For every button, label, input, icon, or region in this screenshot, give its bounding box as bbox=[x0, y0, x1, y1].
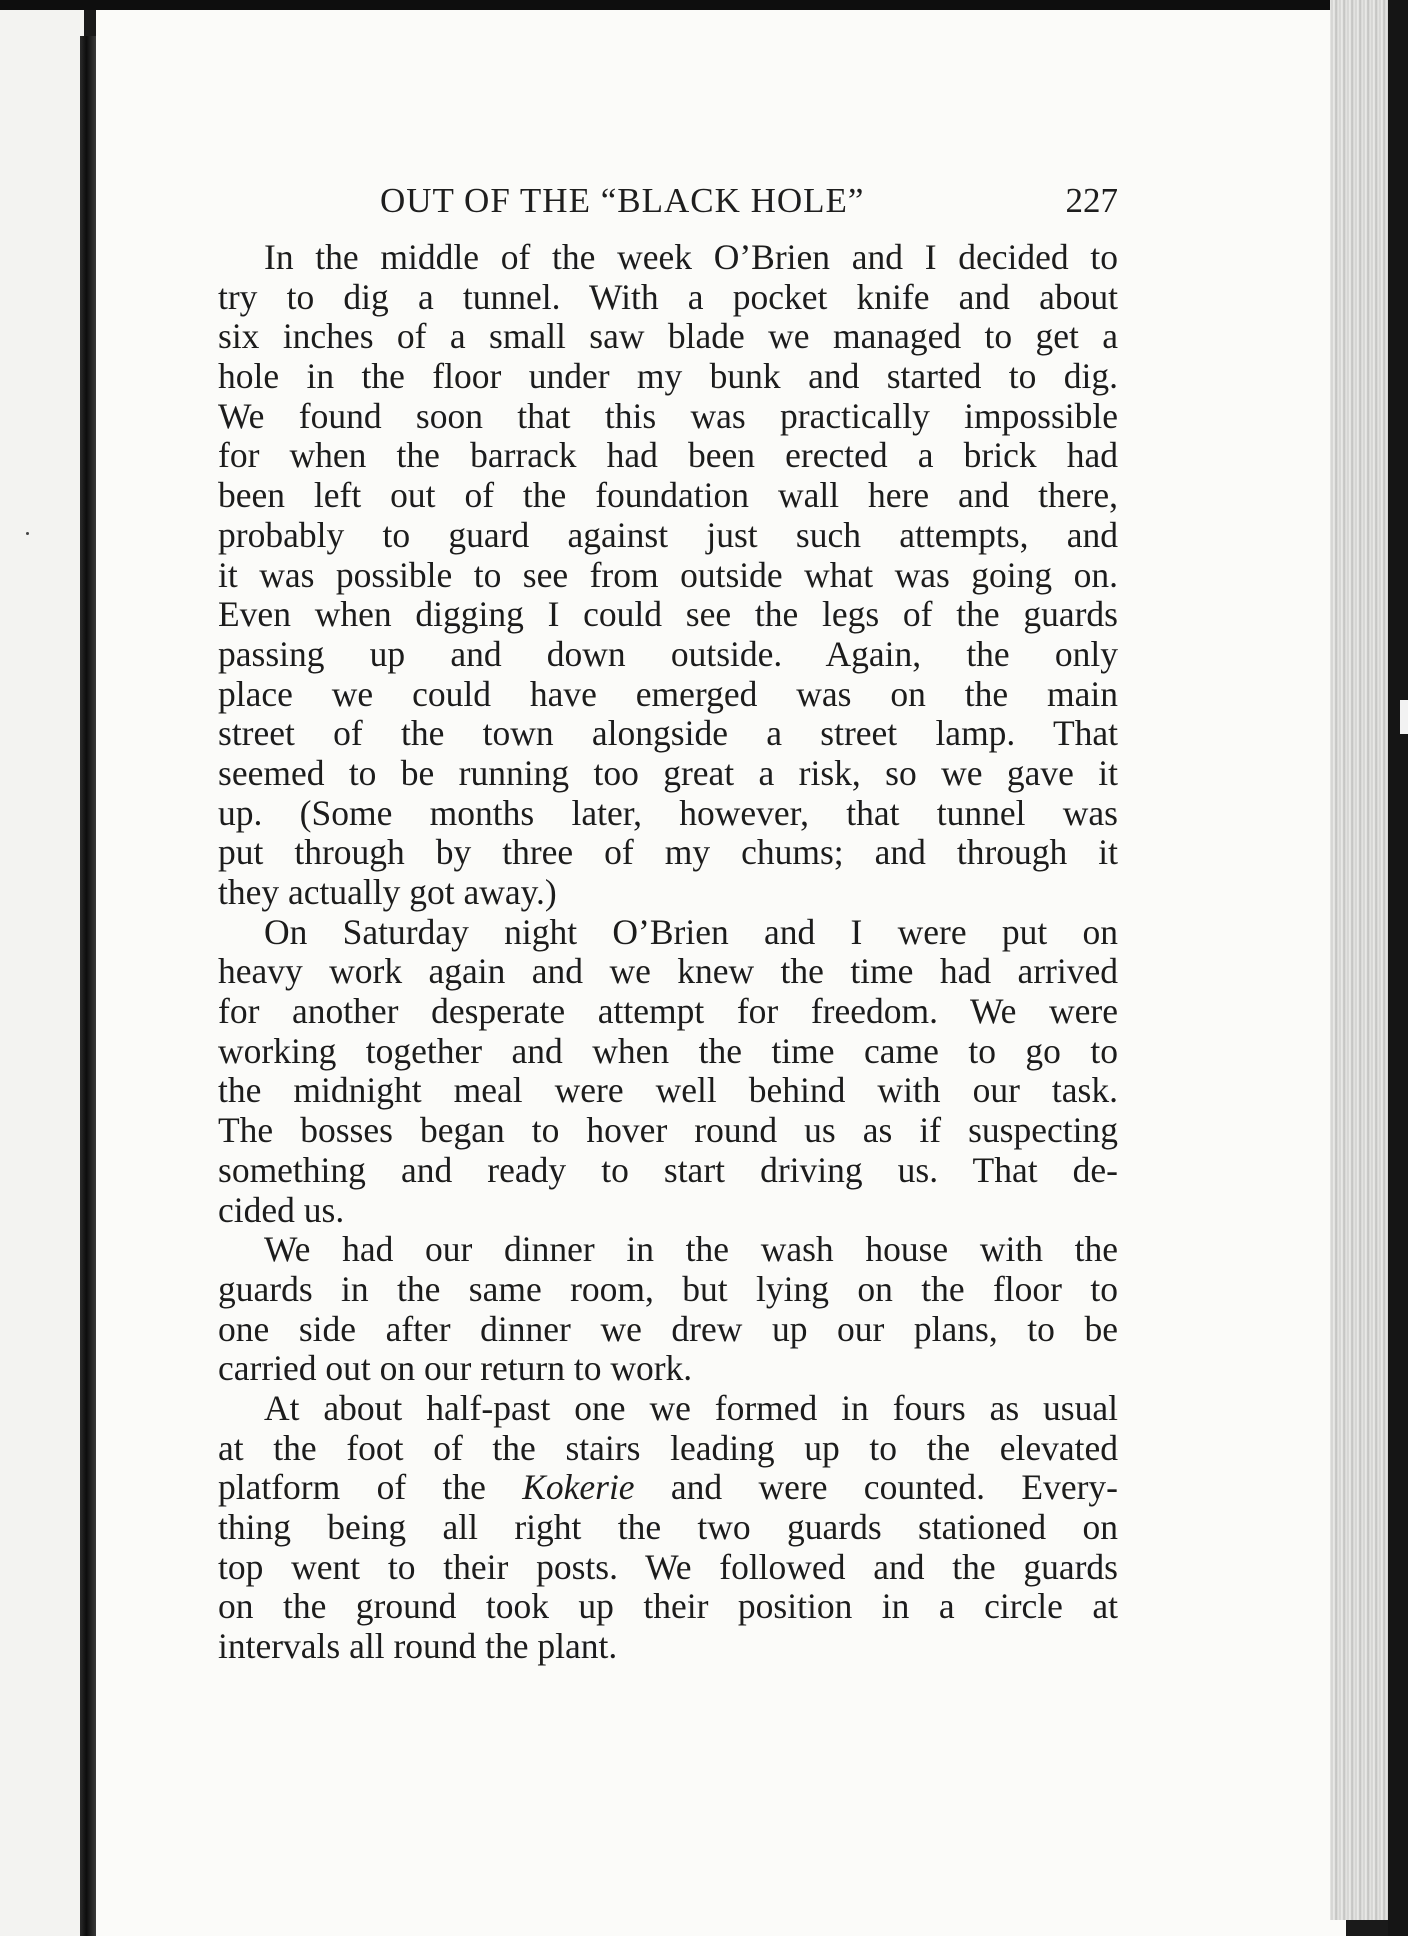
line-text-end: and were counted. Every- bbox=[634, 1467, 1118, 1508]
text-line: On Saturday night O’Brien and I were put on bbox=[264, 911, 1118, 952]
page-edges bbox=[1330, 0, 1392, 1920]
text-line: street of the town alongside a street lamp. That bbox=[218, 713, 1118, 754]
text-line: place we could have emerged was on the main bbox=[218, 673, 1118, 714]
line-text-start: platform of the bbox=[218, 1467, 523, 1508]
text-line: for when the barrack had been erected a brick had bbox=[218, 435, 1118, 476]
text-line: top went to their posts. We followed and the guards bbox=[218, 1546, 1118, 1587]
text-line: We had our dinner in the wash house with the bbox=[264, 1229, 1118, 1270]
text-line: thing being all right the two guards stationed on bbox=[218, 1507, 1118, 1547]
running-head bbox=[220, 176, 1120, 226]
text-line: intervals all round the plant. bbox=[218, 1626, 618, 1667]
text-line: on the ground took up their position in a circle at bbox=[218, 1586, 1118, 1627]
text-line: probably to guard against just such attempts, and bbox=[218, 514, 1118, 555]
text-line: for another desperate attempt for freedom. We were bbox=[218, 991, 1118, 1032]
body-text bbox=[218, 238, 1118, 1667]
scan-border bbox=[0, 0, 1408, 10]
text-line: seemed to be running too great a risk, so we gave it bbox=[218, 752, 1118, 793]
page-number: 227 bbox=[1065, 181, 1118, 220]
text-line: Even when digging I could see the legs of the guards bbox=[218, 594, 1118, 635]
italic-term: Kokerie bbox=[522, 1467, 635, 1508]
text-line: working together and when the time came to go to bbox=[218, 1030, 1118, 1071]
text-line: hole in the floor under my bunk and started to dig. bbox=[218, 356, 1118, 397]
text-line: The bosses began to hover round us as if suspecting bbox=[218, 1110, 1118, 1151]
text-line: six inches of a small saw blade we managed to get a bbox=[218, 316, 1118, 357]
text-line: carried out on our return to work. bbox=[218, 1348, 693, 1389]
page-marker bbox=[1400, 700, 1408, 734]
book-cover-edge bbox=[1388, 0, 1408, 1936]
facing-page-edge bbox=[0, 10, 84, 1936]
running-title: OUT OF THE “BLACK HOLE” bbox=[380, 181, 865, 220]
text-line: the midnight meal were well behind with our task. bbox=[218, 1070, 1118, 1111]
text-line: We found soon that this was practically impossible bbox=[218, 395, 1118, 436]
text-line: something and ready to start driving us. That de- bbox=[218, 1149, 1118, 1190]
text-line: heavy work again and we knew the time had arrived bbox=[218, 951, 1118, 992]
scan-speck bbox=[26, 532, 29, 535]
text-line bbox=[218, 1468, 1118, 1508]
book-gutter bbox=[80, 36, 96, 1936]
text-line: cided us. bbox=[218, 1189, 345, 1230]
text-line: one side after dinner we drew up our plans, to be bbox=[218, 1308, 1118, 1349]
text-line: at the foot of the stairs leading up to the elevated bbox=[218, 1427, 1118, 1468]
text-line: up. (Some months later, however, that tunnel was bbox=[218, 792, 1118, 833]
text-line: guards in the same room, but lying on the floor to bbox=[218, 1268, 1118, 1309]
text-line: been left out of the foundation wall here and there, bbox=[218, 475, 1118, 516]
text-line: In the middle of the week O’Brien and I decided to bbox=[264, 237, 1118, 277]
text-line: At about half-past one we formed in fours as usual bbox=[264, 1387, 1118, 1428]
text-line: it was possible to see from outside what was going on. bbox=[218, 554, 1118, 595]
text-line: try to dig a tunnel. With a pocket knife and about bbox=[218, 276, 1118, 317]
text-line: passing up and down outside. Again, the only bbox=[218, 633, 1118, 674]
text-line: put through by three of my chums; and through it bbox=[218, 832, 1118, 873]
text-line: they actually got away.) bbox=[218, 872, 557, 912]
